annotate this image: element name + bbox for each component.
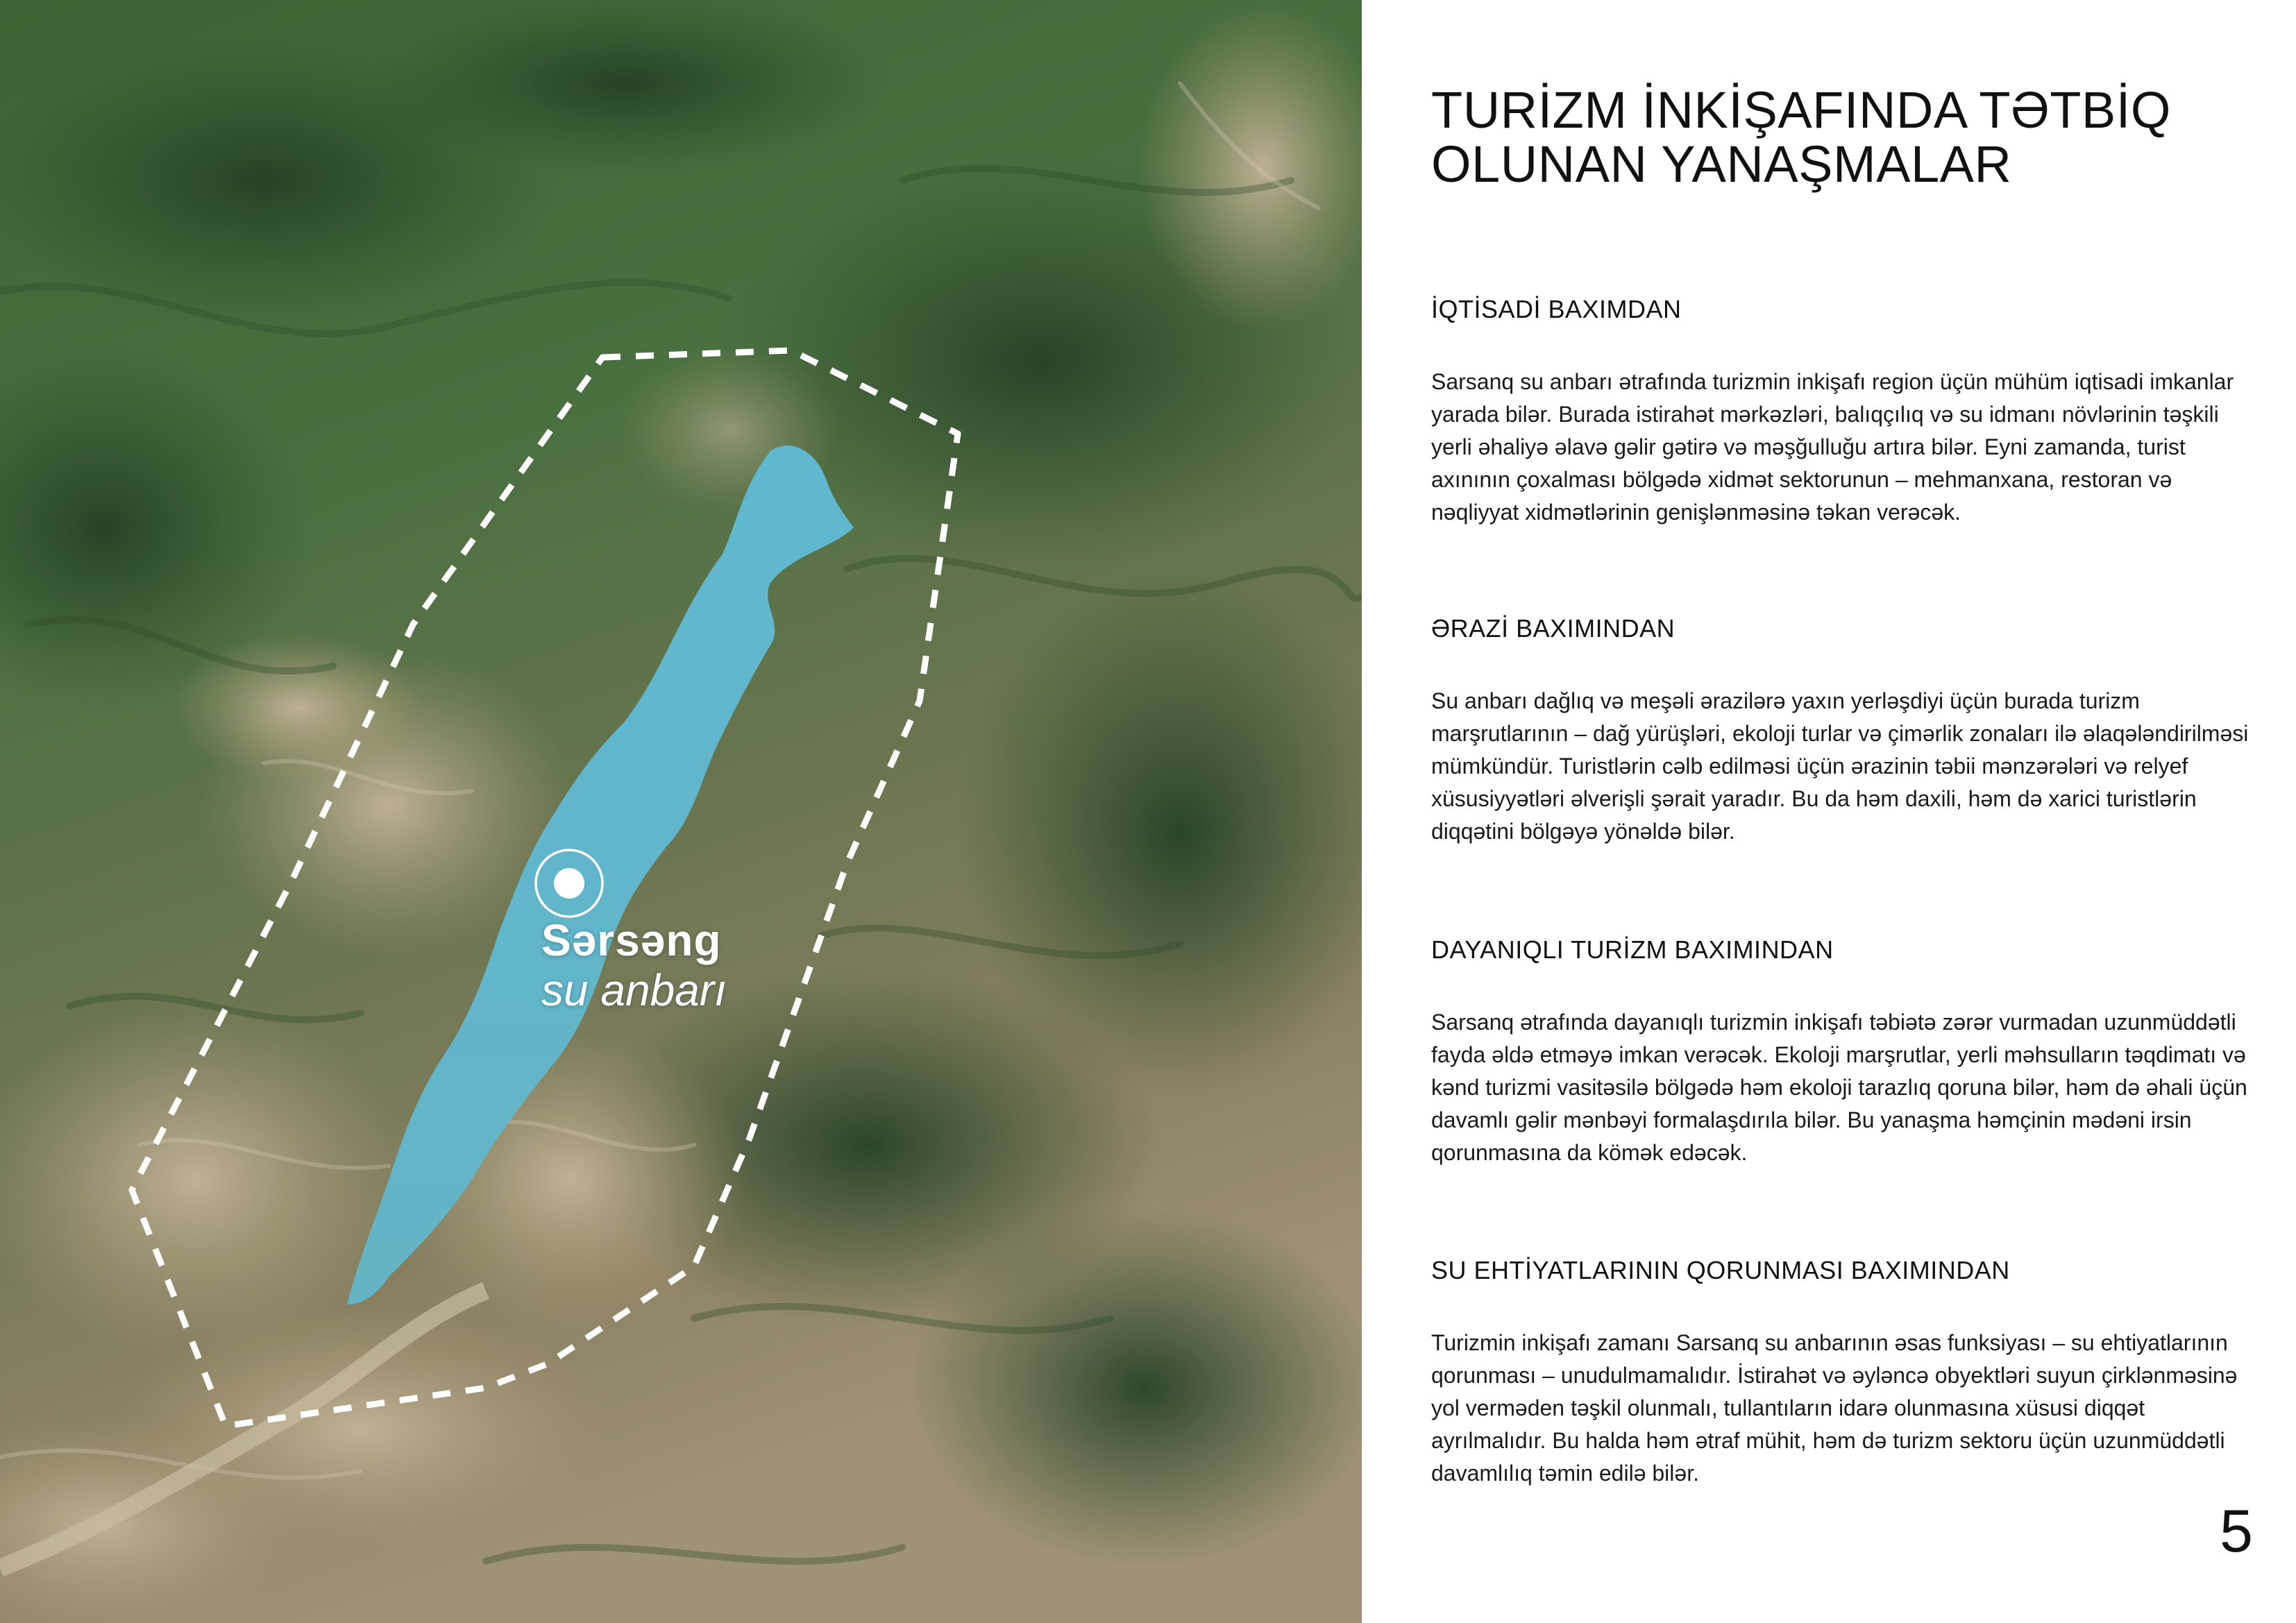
page-title-line-2: OLUNAN YANAŞMALAR bbox=[1431, 135, 2012, 193]
section-body: Sarsanq ətrafında dayanıqlı turizmin inkişafı təbiətə zərər vurmadan uzunmüddətli fayda əldə etməyə imkan verəcək. Ekoloji marşrutlar, yerli məhsulların təqdimatı və kənd turizmi vasitəsilə bölgədə həm ekoloji tarazlıq qoruna bilər, həm də əhali üçün davamlı gəlir mənbəyi formalaşdırıla bilər. Bu yanaşma həmçinin mədəni irsin qorunmasına da kömək edəcək. bbox=[1431, 1010, 2247, 1165]
section-body: Su anbarı dağlıq və meşəli ərazilərə yaxın yerləşdiyi üçün burada turizm marşrutlarının – dağ yürüşləri, ekoloji turlar və çimərlik zonaları ilə əlaqələndirilməsi mümkündür. Turistlərin cəlb edilməsi üçün ərazinin təbii mənzərələri və relyef xüsusiyyətləri əlverişli şərait yaradır. Bu da həm daxili, həm də xarici turistlərin diqqətini bölgəyə yönəldə bilər. bbox=[1431, 688, 2249, 844]
section-body: Turizmin inkişafı zamanı Sarsanq su anbarının əsas funksiyası – su ehtiyatlarının qorunması – unudulmamalıdır. İstirahət və əyləncə obyektləri suyun çirklənməsinə yol verməden təşkil olunmalı, tullantıların idarə olunmasına xüsusi diqqət ayrılmalıdır. Bu halda həm ətraf mühit, həm də turizm sektoru üçün uzunmüddətli davamlılıq təmin edilə bilər. bbox=[1431, 1330, 2238, 1486]
section-water-protection bbox=[1431, 1256, 2250, 1490]
reservoir-type-label: su anbarı bbox=[541, 965, 727, 1015]
section-economic bbox=[1431, 295, 2250, 529]
section-heading: SU EHTİYATLARININ QORUNMASI BAXIMINDAN bbox=[1431, 1256, 2010, 1284]
page-title-line-1: TURİZM İNKİŞAFINDA TƏTBİQ bbox=[1431, 81, 2171, 139]
page-title bbox=[1431, 83, 2250, 192]
text-panel bbox=[1431, 81, 2250, 1486]
page-number: 5 bbox=[2220, 1498, 2253, 1565]
section-heading: İQTİSADİ BAXIMDAN bbox=[1431, 295, 1682, 323]
section-heading: ƏRAZİ BAXIMINDAN bbox=[1431, 614, 1675, 643]
section-body: Sarsanq su anbarı ətrafında turizmin inkişafı region üçün mühüm iqtisadi imkanlar yarada bilər. Burada istirahət mərkəzləri, balıqçılıq və su idmanı növlərinin təşkili yerli əhaliyə əlavə gəlir gətirə və məşğulluğu artıra bilər. Eyni zamanda, turist axınının çoxalması bölgədə xidmət sektorunun – mehmanxana, restoran və nəqliyyat xidmətlərinin genişlənməsinə təkan verəcək. bbox=[1431, 369, 2234, 525]
section-sustainable-tourism bbox=[1431, 935, 2250, 1169]
section-territorial bbox=[1431, 614, 2250, 848]
section-heading: DAYANIQLI TURİZM BAXIMINDAN bbox=[1431, 935, 1834, 964]
reservoir-name-label: Sərsəng bbox=[541, 915, 722, 965]
